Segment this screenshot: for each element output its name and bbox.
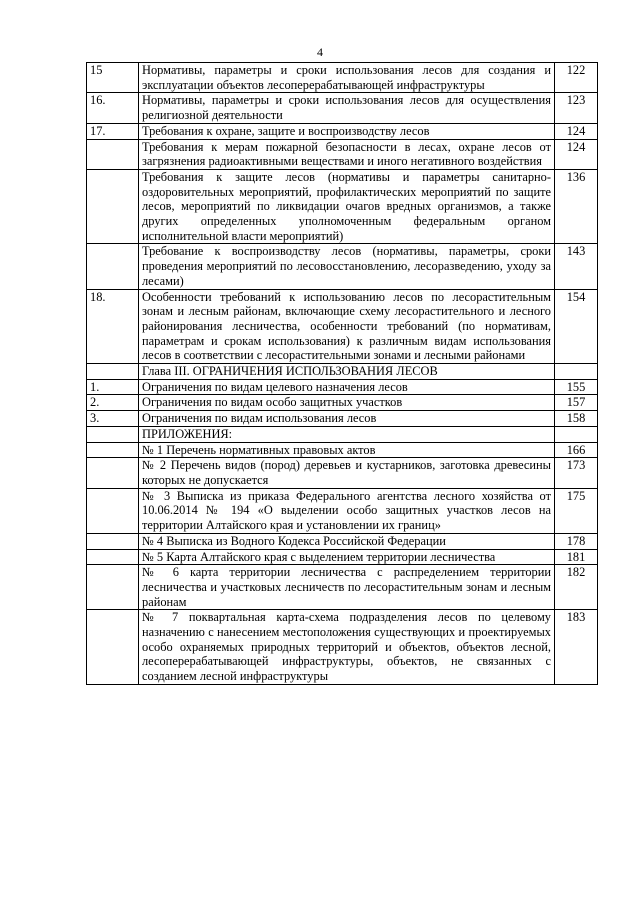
toc-row bbox=[87, 610, 598, 685]
toc-row-page: 136 bbox=[555, 169, 598, 244]
toc-row bbox=[87, 63, 598, 93]
toc-row-title: Нормативы, параметры и сроки использования лесов для осуществления религиозной деятельности bbox=[139, 93, 555, 123]
toc-row-title: Ограничения по видам целевого назначения лесов bbox=[139, 379, 555, 395]
page-number: 4 bbox=[317, 45, 323, 59]
toc-row-number: 18. bbox=[87, 289, 139, 364]
toc-row-number bbox=[87, 442, 139, 458]
toc-row-number: 17. bbox=[87, 123, 139, 139]
toc-row-page: 154 bbox=[555, 289, 598, 364]
toc-row-number bbox=[87, 549, 139, 565]
toc-row-page: 143 bbox=[555, 244, 598, 289]
toc-row-title: № 3 Выписка из приказа Федерального агентства лесного хозяйства от 10.06.2014 № 194 «О выделении особо защитных участков лесов на территории Алтайского края и установлении их границ» bbox=[139, 488, 555, 533]
toc-row-number bbox=[87, 565, 139, 610]
toc-row-number bbox=[87, 244, 139, 289]
toc-row-number bbox=[87, 533, 139, 549]
toc-row-number: 2. bbox=[87, 395, 139, 411]
toc-row bbox=[87, 565, 598, 610]
toc-row-page bbox=[555, 426, 598, 442]
toc-row-title: № 1 Перечень нормативных правовых актов bbox=[139, 442, 555, 458]
toc-row-title: ПРИЛОЖЕНИЯ: bbox=[139, 426, 555, 442]
toc-row bbox=[87, 244, 598, 289]
toc-row-number: 15 bbox=[87, 63, 139, 93]
toc-row-page bbox=[555, 364, 598, 380]
toc-row bbox=[87, 395, 598, 411]
toc-row-page: 173 bbox=[555, 458, 598, 488]
toc-row-title: Нормативы, параметры и сроки использования лесов для создания и эксплуатации объектов лесоперерабатывающей инфраструктуры bbox=[139, 63, 555, 93]
toc-row bbox=[87, 379, 598, 395]
toc-row-page: 182 bbox=[555, 565, 598, 610]
toc-row-page: 124 bbox=[555, 139, 598, 169]
toc-row-page: 124 bbox=[555, 123, 598, 139]
toc-row-page: 155 bbox=[555, 379, 598, 395]
toc-row-number bbox=[87, 169, 139, 244]
toc-row-page: 122 bbox=[555, 63, 598, 93]
toc-row-page: 166 bbox=[555, 442, 598, 458]
toc-row-title: Особенности требований к использованию лесов по лесорастительным зонам и лесным районам, включающие схему лесорастительного и лесного районирования лесничества, особенности требований (по нормативам, параметрам и срокам использования) к различным видам использования лесов в соответствии с лесорастительными зонами и лесными районами bbox=[139, 289, 555, 364]
toc-row bbox=[87, 426, 598, 442]
toc-row-number: 3. bbox=[87, 411, 139, 427]
toc-row bbox=[87, 411, 598, 427]
toc-row-number bbox=[87, 488, 139, 533]
toc-row bbox=[87, 93, 598, 123]
toc-row-title: № 7 поквартальная карта-схема подразделения лесов по целевому назначению с нанесением местоположения существующих и проектируемых особо охраняемых природных территорий и объектов, объектов лесной, лесоперерабатывающей инфраструктуры, объектов, не связанных с созданием лесной инфраструктуры bbox=[139, 610, 555, 685]
toc-row bbox=[87, 123, 598, 139]
toc-row-title: Ограничения по видам особо защитных участков bbox=[139, 395, 555, 411]
toc-row bbox=[87, 488, 598, 533]
toc-row-title: № 5 Карта Алтайского края с выделением территории лесничества bbox=[139, 549, 555, 565]
toc-row-title: Требования к охране, защите и воспроизводству лесов bbox=[139, 123, 555, 139]
toc-row-number bbox=[87, 139, 139, 169]
toc-row-title: Требование к воспроизводству лесов (нормативы, параметры, сроки проведения мероприятий по лесовосстановлению, лесоразведению, уходу за лесами) bbox=[139, 244, 555, 289]
toc-row-page: 158 bbox=[555, 411, 598, 427]
toc-row-page: 183 bbox=[555, 610, 598, 685]
toc-row-page: 178 bbox=[555, 533, 598, 549]
toc-row-title: Глава III. ОГРАНИЧЕНИЯ ИСПОЛЬЗОВАНИЯ ЛЕСОВ bbox=[139, 364, 555, 380]
toc-row-title: № 6 карта территории лесничества с распределением территории лесничества и участковых лесничеств по лесорастительным зонам и лесным районам bbox=[139, 565, 555, 610]
toc-row bbox=[87, 549, 598, 565]
toc-row-page: 175 bbox=[555, 488, 598, 533]
toc-row bbox=[87, 169, 598, 244]
toc-row-title: № 2 Перечень видов (пород) деревьев и кустарников, заготовка древесины которых не допускается bbox=[139, 458, 555, 488]
toc-row bbox=[87, 139, 598, 169]
toc-row bbox=[87, 458, 598, 488]
toc-row-number bbox=[87, 458, 139, 488]
toc-row-number bbox=[87, 426, 139, 442]
table-of-contents bbox=[86, 62, 598, 685]
toc-row bbox=[87, 442, 598, 458]
toc-row-title: Требования к мерам пожарной безопасности в лесах, охране лесов от загрязнения радиоактивными веществами и иного негативного воздействия bbox=[139, 139, 555, 169]
toc-body bbox=[87, 63, 598, 685]
toc-row-number: 1. bbox=[87, 379, 139, 395]
toc-row-title: Требования к защите лесов (нормативы и параметры санитарно-оздоровительных мероприятий, профилактических мероприятий по защите лесов, мероприятий по ликвидации очагов вредных организмов, а также других определенных уполномоченным федеральным органом исполнительной власти мероприятий) bbox=[139, 169, 555, 244]
toc-row-number bbox=[87, 364, 139, 380]
toc-row-title: № 4 Выписка из Водного Кодекса Российской Федерации bbox=[139, 533, 555, 549]
toc-row bbox=[87, 289, 598, 364]
toc-row bbox=[87, 364, 598, 380]
toc-row-page: 123 bbox=[555, 93, 598, 123]
toc-row-number: 16. bbox=[87, 93, 139, 123]
toc-row-page: 157 bbox=[555, 395, 598, 411]
toc-row-page: 181 bbox=[555, 549, 598, 565]
toc-row-number bbox=[87, 610, 139, 685]
toc-row bbox=[87, 533, 598, 549]
toc-row-title: Ограничения по видам использования лесов bbox=[139, 411, 555, 427]
